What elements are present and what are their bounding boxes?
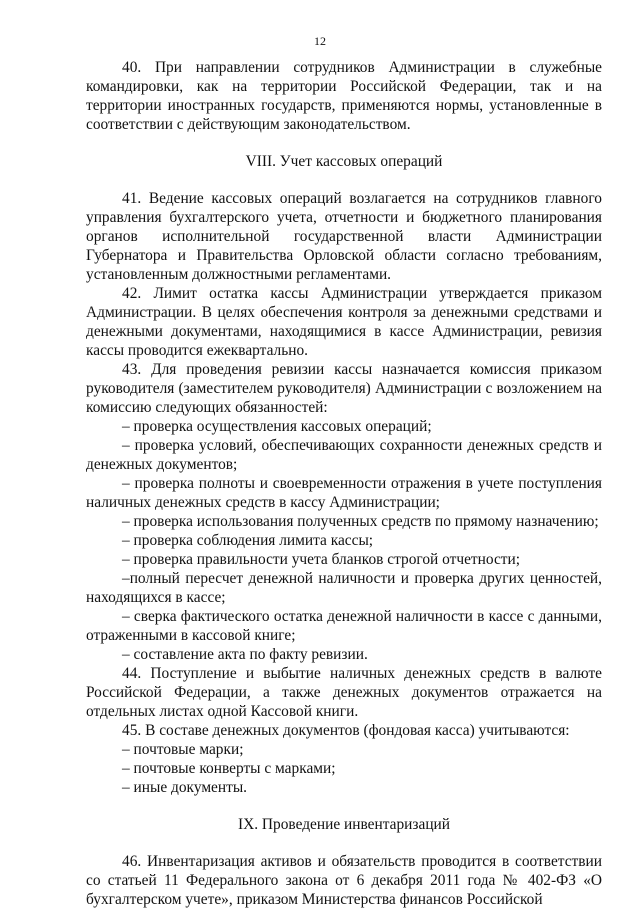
document-body <box>86 58 602 909</box>
duty-item: – проверка использования полученных средств по прямому назначению; <box>122 513 599 530</box>
paragraph-43: 43. Для проведения ревизии кассы назначается комиссия приказом руководителя (заместителем руководителя) Администрации с возложением на комиссию следующих обязанностей: <box>86 361 602 416</box>
duty-item: – проверка осуществления кассовых операций; <box>122 418 432 435</box>
duty-item: –полный пересчет денежной наличности и проверка других ценностей, находящихся в кассе; <box>86 570 602 606</box>
duty-item: – проверка правильности учета бланков строгой отчетности; <box>122 551 521 568</box>
duty-item: – проверка полноты и своевременности отражения в учете поступления наличных денежных средств в кассу Администрации; <box>86 475 602 511</box>
section-8-heading: VIII. Учет кассовых операций <box>245 153 443 170</box>
document-type-item: – почтовые конверты с марками; <box>122 760 336 777</box>
duty-item: – проверка соблюдения лимита кассы; <box>122 532 374 549</box>
paragraph-45: 45. В составе денежных документов (фондовая касса) учитываются: <box>122 722 570 739</box>
page-number: 12 <box>314 34 326 48</box>
document-type-item: – почтовые марки; <box>122 741 244 758</box>
document-type-item: – иные документы. <box>122 779 248 796</box>
paragraph-44: 44. Поступление и выбытие наличных денежных средств в валюте Российской Федерации, а также денежных документов отражается на отдельных листах одной Кассовой книги. <box>86 665 602 720</box>
duty-item: – проверка условий, обеспечивающих сохранности денежных средств и денежных документов; <box>86 437 602 473</box>
paragraph-40: 40. При направлении сотрудников Администрации в служебные командировки, как на территории Российской Федерации, так и на территории иностранных государств, применяются нормы, установленные в соответствии с действующим законодательством. <box>86 59 602 133</box>
paragraph-41: 41. Ведение кассовых операций возлагается на сотрудников главного управления бухгалтерского учета, отчетности и бюджетного планирования органов исполнительной государственной власти Администрации Губернатора и Правительства Орловской области согласно требованиям, установленным должностными регламентами. <box>86 190 602 283</box>
paragraph-42: 42. Лимит остатка кассы Администрации утверждается приказом Администрации. В целях обеспечения контроля за денежными средствами и денежными документами, находящимися в кассе Администрации, ревизия кассы проводится ежеквартально. <box>86 285 602 359</box>
duty-item: – составление акта по факту ревизии. <box>122 646 368 663</box>
paragraph-46: 46. Инвентаризация активов и обязательств проводится в соответствии со статьей 11 Федерального закона от 6 декабря 2011 года № 402-ФЗ «О бухгалтерском учете», приказом Министерства финансов Российской <box>86 853 602 908</box>
section-9-heading: IX. Проведение инвентаризаций <box>237 816 451 833</box>
duty-item: – сверка фактического остатка денежной наличности в кассе с данными, отраженными в кассовой книге; <box>86 608 602 644</box>
